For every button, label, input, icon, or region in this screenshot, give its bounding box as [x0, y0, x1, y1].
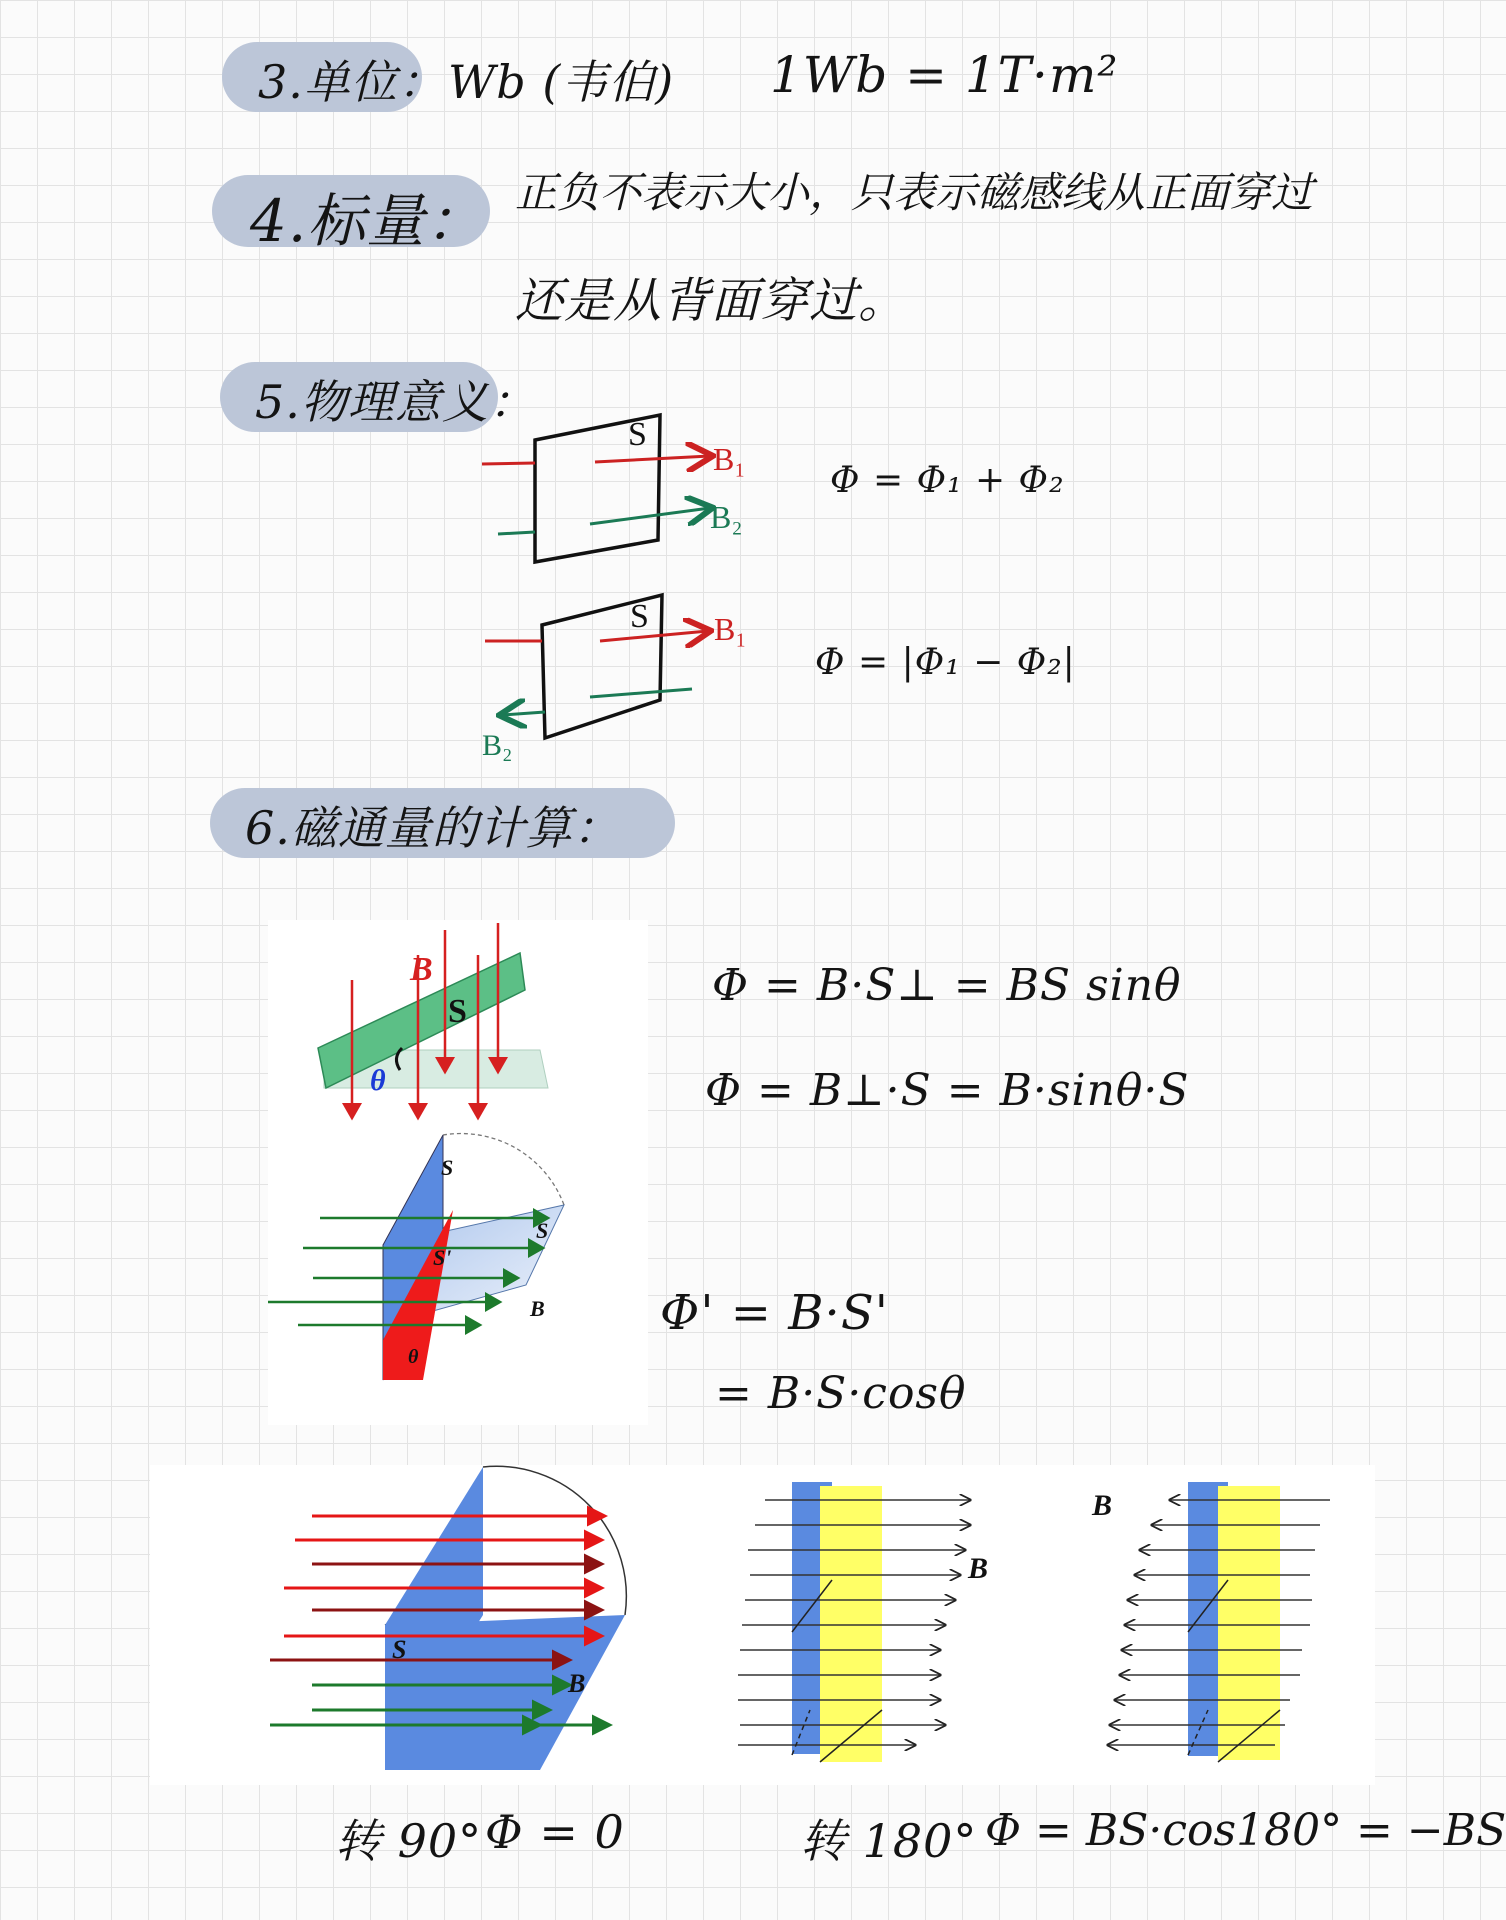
s-label: S [392, 1635, 407, 1664]
b1-arrow [600, 631, 708, 641]
yellow-plane [1218, 1486, 1280, 1760]
unit-value: Wb (韦伯) [448, 55, 675, 109]
s-label: S [448, 993, 467, 1030]
b2-arrow [502, 712, 545, 715]
theta-label: θ [408, 1346, 419, 1368]
b2-label: B₂ [482, 729, 513, 762]
b1-label: B₁ [714, 611, 747, 647]
rotation-180-figure [730, 1470, 989, 1770]
rotate-180-result: Φ = BS·cos180° = −BS [985, 1805, 1506, 1856]
scalar-line2: 还是从背面穿过。 [515, 273, 908, 329]
formula-cosine: = B·S·cosθ [715, 1368, 967, 1419]
s-prime-label: S' [433, 1245, 452, 1270]
unit-heading: 3.单位： [258, 55, 445, 109]
b1-label: B₁ [713, 441, 746, 477]
calc-heading: 6.磁通量的计算： [245, 801, 620, 855]
b-label: B [968, 1552, 989, 1585]
projection-figure [268, 1130, 588, 1390]
formula-perpendicular-field: Φ = B⊥·S = B·sinθ·S [705, 1065, 1190, 1116]
b-label: B [410, 951, 433, 988]
flux-sum-formula: Φ = Φ₁ + Φ₂ [830, 460, 1065, 501]
rotation-90-figure [240, 1460, 640, 1775]
rotate-180-caption: 转 180° [800, 1814, 978, 1868]
theta-label: θ [370, 1064, 386, 1097]
b1-arrow [595, 456, 710, 462]
formula-perpendicular-area: Φ = B·S⊥ = BS sinθ [712, 960, 1182, 1011]
formula-projected-area: Φ' = B·S' [660, 1285, 889, 1341]
area-label: S [630, 598, 649, 635]
s-right-label: S [536, 1218, 549, 1243]
meaning-heading: 5.物理意义： [255, 375, 536, 429]
area-label: S [628, 416, 647, 453]
flux-difference-formula: Φ = |Φ₁ − Φ₂| [815, 642, 1076, 683]
flux-sum-diagram [470, 400, 790, 590]
b-label: B [530, 1296, 545, 1321]
b-label: B [1092, 1489, 1113, 1522]
yellow-plane [820, 1486, 882, 1762]
b2-arrow [590, 508, 710, 524]
b-label: B [568, 1669, 586, 1698]
unit-equation: 1Wb = 1T·m² [770, 46, 1119, 104]
flux-difference-diagram [470, 585, 790, 775]
rotate-90-caption: 转 90° [335, 1814, 483, 1868]
rotation-reversed-figure [1090, 1470, 1335, 1770]
horizontal-plane [385, 1615, 625, 1770]
scalar-heading: 4.标量： [250, 187, 485, 255]
rotate-90-result: Φ = 0 [485, 1805, 625, 1859]
inclined-plane-figure [300, 920, 560, 1135]
scalar-line1: 正负不表示大小，只表示磁感线从正面穿过 [515, 168, 1314, 217]
s-label: S [441, 1155, 454, 1180]
b2-label: B₂ [710, 499, 743, 535]
